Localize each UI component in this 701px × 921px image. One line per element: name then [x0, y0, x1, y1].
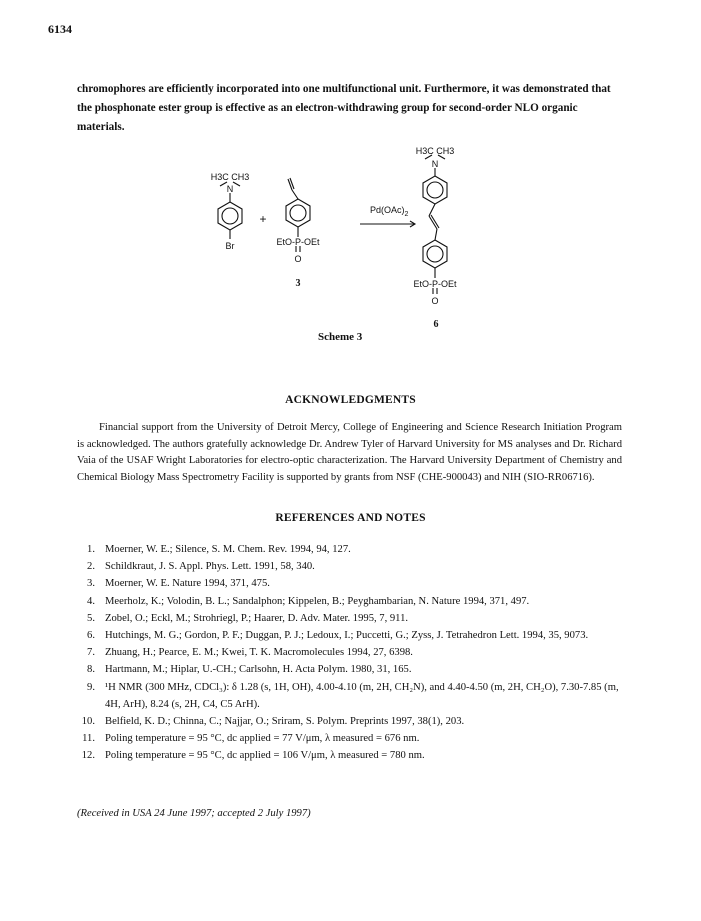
- reference-item: 3. Moerner, W. E. Nature 1994, 371, 475.: [87, 578, 270, 590]
- reactant1-nitrogen-label: N: [226, 184, 234, 194]
- acknowledgments-paragraph: Financial support from the University of Detroit Mercy, College of Engineering and Science Research Initiation Program is acknowledged. The authors gratefully acknowledge Dr. Andrew Tyler of Harvard University for MS analyses and Dr. Richard Vaia of the USAF Wright Laboratories for electro-optic characterization. The Harvard University Department of Chemistry and Chemical Biology Mass Spectrometry Facility is supported by grants from NSF (CHE-900043) and NIH (SIO-RR06716).: [77, 422, 622, 483]
- product-phosphonate-label: EtO-P-OEt: [413, 279, 457, 289]
- reference-item: 7. Zhuang, H.; Pearce, E. M.; Kwei, T. K. Macromolecules 1994, 27, 6398.: [87, 647, 413, 659]
- reactant1-bromo-label: Br: [225, 241, 235, 251]
- scheme-drawing: [170, 140, 530, 345]
- plus-sign: +: [259, 212, 267, 226]
- reaction-scheme: [170, 140, 530, 345]
- received-dates: (Received in USA 24 June 1997; accepted 2 July 1997): [77, 808, 311, 819]
- intro-paragraph: chromophores are efficiently incorporated into one multifunctional unit. Furthermore, it was demonstrated that the phosphonate ester group is effective as an electron-withdrawing group for second-order NLO organic materials.: [77, 83, 611, 133]
- page-number: 6134: [48, 22, 72, 36]
- product-oxygen-label: O: [431, 296, 439, 306]
- reference-item: 1. Moerner, W. E.; Silence, S. M. Chem. Rev. 1994, 94, 127.: [87, 544, 351, 555]
- product-methyl-label: H3C CH3: [415, 146, 455, 156]
- reference-item: 5. Zobel, O.; Eckl, M.; Strohriegl, P.; Haarer, D. Adv. Mater. 1995, 7, 911.: [87, 612, 409, 624]
- scheme-caption: Scheme 3: [318, 331, 363, 343]
- reference-item: 6. Hutchings, M. G.; Gordon, P. F.; Duggan, P. J.; Ledoux, I.; Puccetti, G.; Zyss, J. Tetrahedron Lett. 1994, 35, 9073.: [87, 630, 589, 642]
- compound-3-label: 3: [295, 278, 301, 289]
- reactant1-methyl-label: H3C CH3: [210, 172, 250, 182]
- reference-item: 11. Poling temperature = 95 °C, dc applied = 77 V/μm, λ measured = 676 nm.: [82, 733, 420, 745]
- reference-item: 2. Schildkraut, J. S. Appl. Phys. Lett. 1991, 58, 340.: [87, 561, 315, 573]
- product-nitrogen-label: N: [431, 159, 439, 169]
- reactant2-phosphonate-label: EtO-P-OEt: [276, 237, 320, 247]
- reactant2-oxygen-label: O: [294, 254, 302, 264]
- references-list: [77, 541, 622, 765]
- reagent-label: $Pd(OAc)_2$: [370, 205, 409, 218]
- compound-6-label: 6: [433, 319, 439, 330]
- references-heading: REFERENCES AND NOTES: [275, 512, 426, 524]
- reference-item: 10. Belfield, K. D.; Chinna, C.; Najjar, O.; Sriram, S. Polym. Preprints 1997, 38(1), 203.: [81, 716, 465, 728]
- reference-item: 8. Hartmann, M.; Hiplar, U.-CH.; Carlsohn, H. Acta Polym. 1980, 31, 165.: [87, 664, 412, 676]
- acknowledgments-heading: ACKNOWLEDGMENTS: [285, 394, 416, 406]
- reaction-arrow: [360, 221, 415, 227]
- reference-item: 4. Meerholz, K.; Volodin, B. L.; Sandalphon; Kippelen, B.; Peyghambarian, N. Nature 1994, 371, 497.: [87, 595, 530, 607]
- reference-item: 12. Poling temperature = 95 °C, dc applied = 106 V/μm, λ measured = 780 nm.: [81, 750, 425, 762]
- product-structure: [423, 155, 447, 294]
- reference-item: 9. ¹H NMR (300 MHz, CDCl₃): δ 1.28 (s, 1H, OH), 4.00-4.10 (m, 2H, CH₂N), and 4.40-4.50 (m, 2H, CH₂O), 7.30-7.85 (m, 4H, ArH), 8.24 (s, 2H, C4, C5 ArH).: [87, 681, 619, 710]
